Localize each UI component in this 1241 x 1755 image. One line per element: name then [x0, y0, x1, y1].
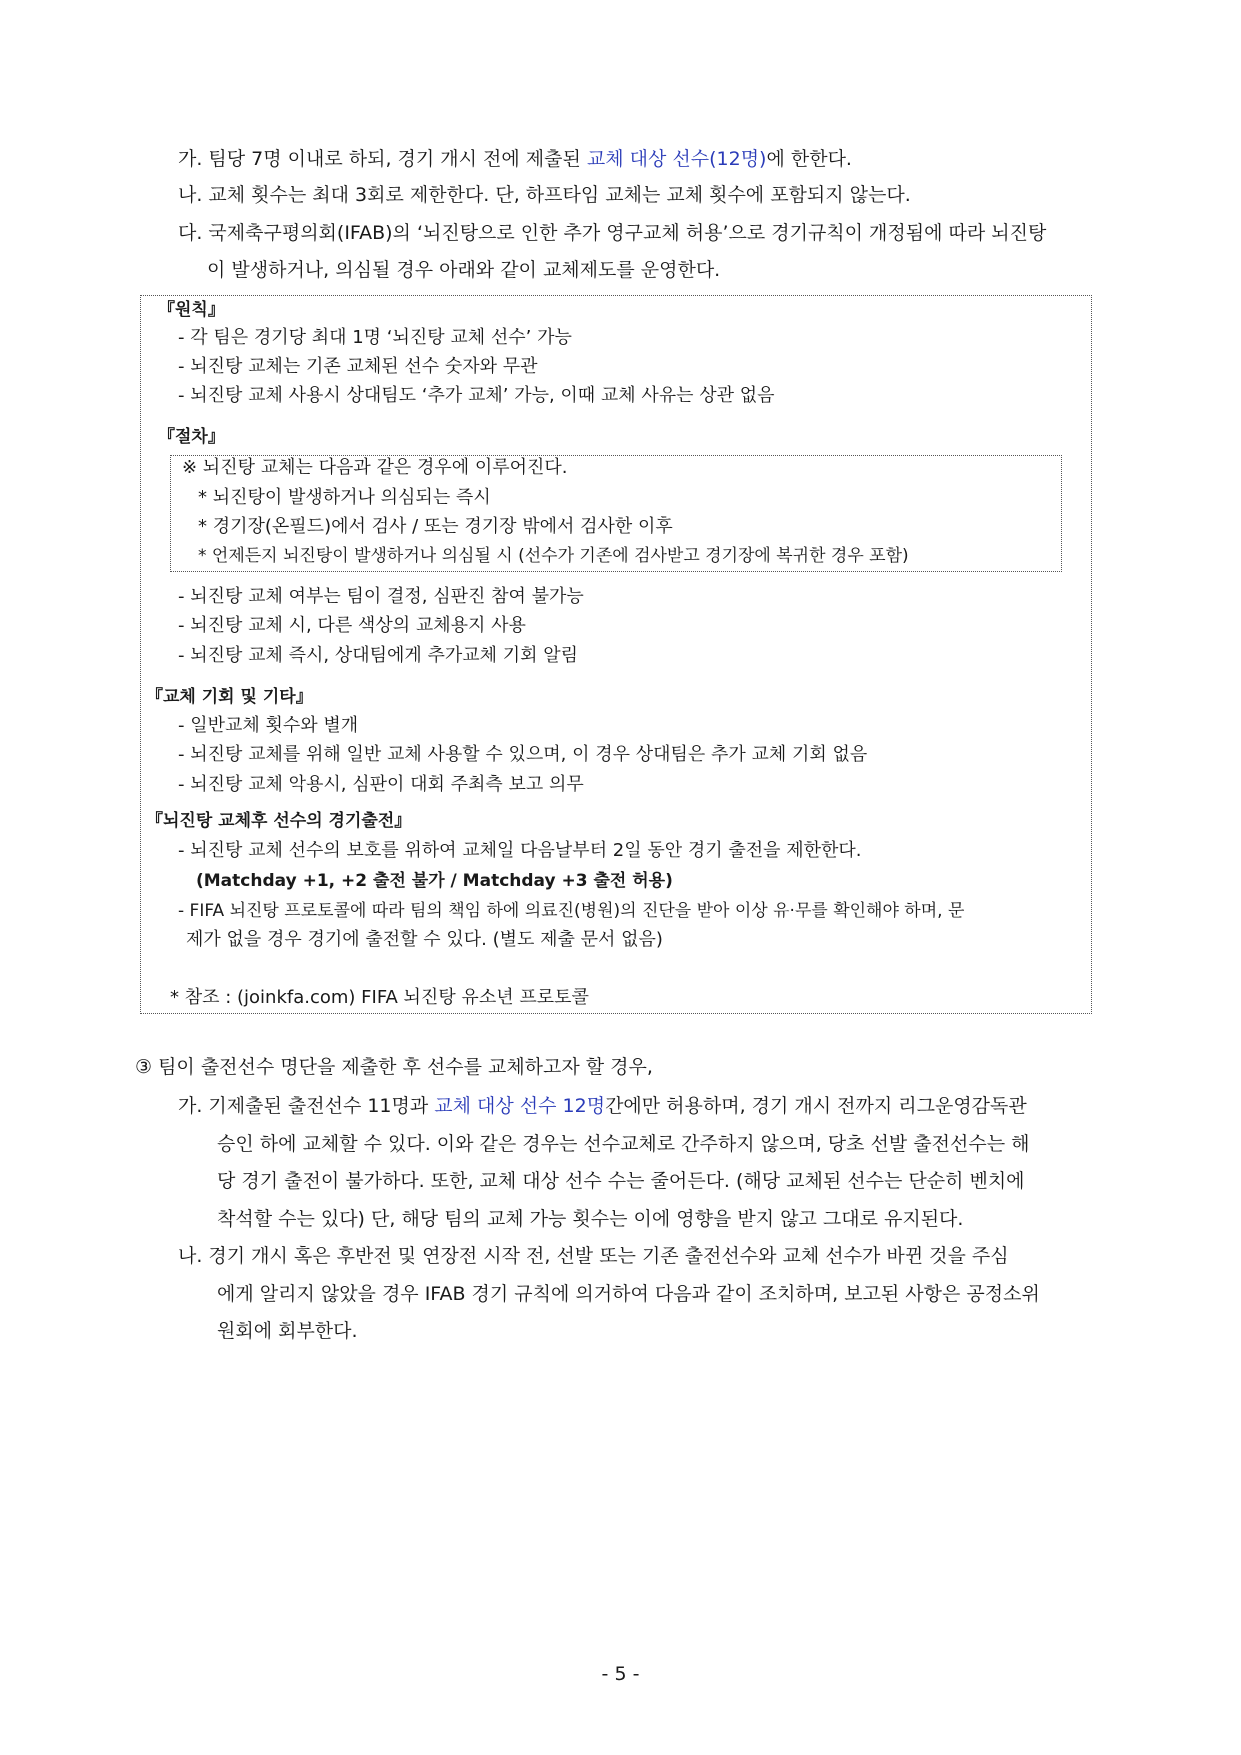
principle-item: - 각 팀은 경기당 최대 1명 ‘뇌진탕 교체 선수’ 가능	[178, 327, 572, 348]
section3-ga-text-end: 간에만 허용하며, 경기 개시 전까지 리그운영감독관	[605, 1095, 1027, 1117]
procedure-item: - 뇌진탕 교체 즉시, 상대팀에게 추가교체 기회 알림	[178, 645, 579, 666]
principle-item: - 뇌진탕 교체는 기존 교체된 선수 숫자와 무관	[178, 356, 538, 377]
opportunity-item: - 뇌진탕 교체 악용시, 심판이 대회 주최측 보고 의무	[178, 774, 584, 795]
after-item-matchday: (Matchday +1, +2 출전 불가 / Matchday +3 출전 허용)	[196, 871, 673, 891]
reference-note: * 참조 : (joinkfa.com) FIFA 뇌진탕 유소년 프로토콜	[170, 987, 589, 1008]
procedure-note-item: * 경기장(온필드)에서 검사 / 또는 경기장 밖에서 검사한 이후	[198, 516, 673, 537]
principle-item: - 뇌진탕 교체 사용시 상대팀도 ‘추가 교체’ 가능, 이때 교체 사유는 상관 없음	[178, 385, 775, 406]
procedure-note-heading: ※ 뇌진탕 교체는 다음과 같은 경우에 이루어진다.	[182, 457, 568, 478]
after-item-cont: 제가 없을 경우 경기에 출전할 수 있다. (별도 제출 문서 없음)	[186, 929, 663, 950]
procedure-item: - 뇌진탕 교체 여부는 팀이 결정, 심판진 참여 불가능	[178, 586, 584, 607]
procedure-item: - 뇌진탕 교체 시, 다른 색상의 교체용지 사용	[178, 615, 526, 636]
section3-na-line1: 나. 경기 개시 혹은 후반전 및 연장전 시작 전, 선발 또는 기존 출전선수와 교체 선수가 바뀐 것을 주심	[178, 1245, 1009, 1267]
page-number: - 5 -	[601, 1663, 640, 1685]
opportunity-item: - 뇌진탕 교체를 위해 일반 교체 사용할 수 있으며, 이 경우 상대팀은 추가 교체 기회 없음	[178, 744, 868, 765]
section3-heading: ③ 팀이 출전선수 명단을 제출한 후 선수를 교체하고자 할 경우,	[135, 1056, 653, 1078]
after-item: - 뇌진탕 교체 선수의 보호를 위하여 교체일 다음날부터 2일 동안 경기 출전을 제한한다.	[178, 840, 862, 861]
procedure-title: 『절차』	[158, 427, 225, 447]
rule-da-line1: 다. 국제축구평의회(IFAB)의 ‘뇌진탕으로 인한 추가 영구교체 허용’으로 경기규칙이 개정됨에 따라 뇌진탕	[178, 222, 1047, 244]
after-item: - FIFA 뇌진탕 프로토콜에 따라 팀의 책임 하에 의료진(병원)의 진단을 받아 이상 유·무를 확인해야 하며, 문	[178, 901, 965, 921]
principle-title: 『원칙』	[158, 300, 225, 320]
rule-da-line2: 이 발생하거나, 의심될 경우 아래와 같이 교체제도를 운영한다.	[207, 259, 721, 281]
opportunity-title: 『교체 기회 및 기타』	[146, 687, 313, 707]
section3-ga-line1	[178, 1093, 1027, 1119]
procedure-note-item: * 언제든지 뇌진탕이 발생하거나 의심될 시 (선수가 기존에 검사받고 경기장에 복귀한 경우 포함)	[198, 546, 909, 566]
opportunity-item: - 일반교체 횟수와 별개	[178, 715, 359, 736]
section3-ga-line4: 착석할 수는 있다) 단, 해당 팀의 교체 가능 횟수는 이에 영향을 받지 않고 그대로 유지된다.	[217, 1208, 964, 1230]
section3-ga-line3: 당 경기 출전이 불가하다. 또한, 교체 대상 선수 수는 줄어든다. (해당 교체된 선수는 단순히 벤치에	[217, 1170, 1025, 1192]
section3-ga-line2: 승인 하에 교체할 수 있다. 이와 같은 경우는 선수교체로 간주하지 않으며, 당초 선발 출전선수는 해	[217, 1133, 1030, 1155]
procedure-note-item: * 뇌진탕이 발생하거나 의심되는 즉시	[198, 487, 491, 508]
rule-ga	[178, 146, 852, 172]
rule-ga-highlight: 교체 대상 선수(12명)	[586, 148, 767, 170]
rule-ga-end: 에 한한다.	[766, 148, 852, 170]
section3-na-line3: 원회에 회부한다.	[217, 1320, 358, 1342]
rule-ga-text: 가. 팀당 7명 이내로 하되, 경기 개시 전에 제출된	[178, 148, 587, 170]
section3-ga-highlight: 교체 대상 선수 12명	[434, 1095, 606, 1117]
after-title: 『뇌진탕 교체후 선수의 경기출전』	[146, 811, 412, 831]
rule-na: 나. 교체 횟수는 최대 3회로 제한한다. 단, 하프타임 교체는 교체 횟수에 포함되지 않는다.	[178, 184, 911, 206]
section3-ga-text: 가. 기제출된 출전선수 11명과	[178, 1095, 435, 1117]
section3-na-line2: 에게 알리지 않았을 경우 IFAB 경기 규칙에 의거하여 다음과 같이 조치하며, 보고된 사항은 공정소위	[217, 1283, 1040, 1305]
